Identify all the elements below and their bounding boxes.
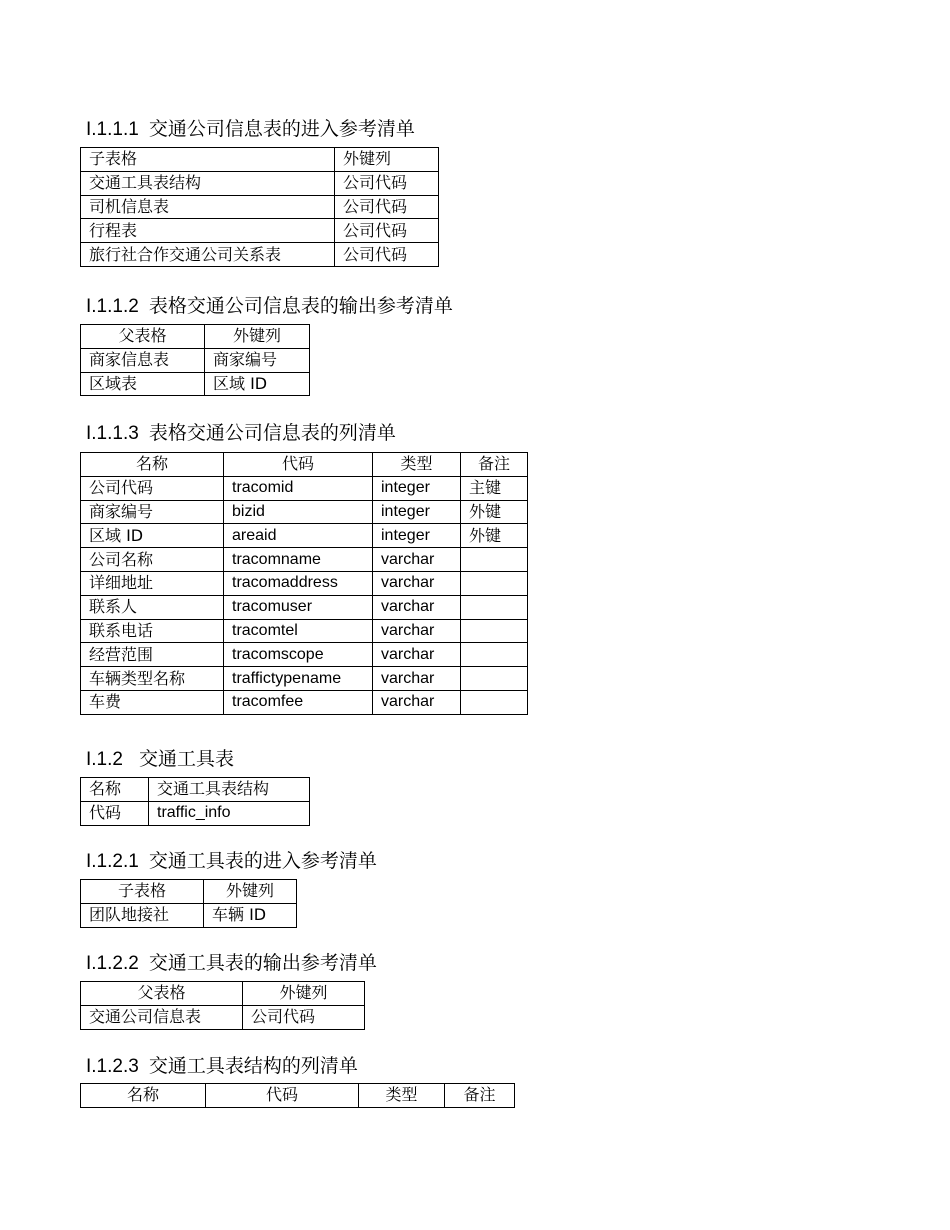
table-header-cell: 外键列	[243, 982, 365, 1006]
table-cell: tracomscope	[224, 643, 373, 667]
heading-text: 表格交通公司信息表的输出参考清单	[148, 295, 453, 317]
table-cell	[461, 595, 528, 619]
heading-text: 交通工具表结构的列清单	[148, 1055, 358, 1077]
table-row	[81, 571, 528, 595]
table-cell: tracomuser	[224, 595, 373, 619]
section-heading	[86, 117, 415, 142]
heading-number: I.1.2.3	[86, 1056, 139, 1077]
table-row	[81, 219, 439, 243]
table-cell: 团队地接社	[81, 903, 204, 927]
table-cell: 联系人	[81, 595, 224, 619]
table-cell: areaid	[224, 524, 373, 548]
table-cell: varchar	[373, 643, 461, 667]
table-row	[81, 595, 528, 619]
table-cell: varchar	[373, 595, 461, 619]
table-cell: 车辆类型名称	[81, 667, 224, 691]
table-cell: tracomid	[224, 476, 373, 500]
table-cell: 交通工具表结构	[81, 171, 335, 195]
table-cell: 公司代码	[81, 476, 224, 500]
section-heading	[86, 294, 453, 319]
table-header-row	[81, 1084, 515, 1108]
table-header-cell: 父表格	[81, 325, 205, 349]
table-row	[81, 548, 528, 572]
table-cell: 经营范围	[81, 643, 224, 667]
heading-text: 交通公司信息表的进入参考清单	[148, 118, 415, 140]
table-cell: 司机信息表	[81, 195, 335, 219]
table-cell	[461, 667, 528, 691]
table-cell: 外键	[461, 524, 528, 548]
child-reference-table	[80, 147, 439, 267]
parent-reference-table	[80, 324, 310, 396]
section-heading	[86, 747, 234, 772]
table-cell: 区域 ID	[205, 372, 310, 396]
table-cell: 区域 ID	[81, 524, 224, 548]
table-header-cell: 外键列	[205, 325, 310, 349]
heading-number: I.1.2	[86, 749, 123, 770]
section-heading	[86, 951, 377, 976]
table-cell	[461, 690, 528, 714]
table-header-cell: 子表格	[81, 880, 204, 904]
table-cell	[461, 548, 528, 572]
table-cell: varchar	[373, 619, 461, 643]
table-header-cell: 父表格	[81, 982, 243, 1006]
table-cell: 行程表	[81, 219, 335, 243]
table-cell: 代码	[81, 801, 149, 825]
column-list-table	[80, 1083, 515, 1108]
table-cell: 区域表	[81, 372, 205, 396]
table-cell: 交通工具表结构	[149, 778, 310, 802]
section-heading	[86, 1054, 358, 1079]
heading-number: I.1.2.1	[86, 851, 139, 872]
table-cell: integer	[373, 476, 461, 500]
table-header-cell: 类型	[373, 453, 461, 477]
table-cell: 公司代码	[335, 219, 439, 243]
table-row	[81, 524, 528, 548]
table-row	[81, 801, 310, 825]
table-cell	[461, 643, 528, 667]
table-cell: varchar	[373, 571, 461, 595]
table-header-cell: 备注	[445, 1084, 515, 1108]
table-row	[81, 778, 310, 802]
heading-number: I.1.1.3	[86, 423, 139, 444]
table-row	[81, 372, 310, 396]
table-header-row	[81, 982, 365, 1006]
table-cell: 公司名称	[81, 548, 224, 572]
table-header-row	[81, 325, 310, 349]
table-cell: 联系电话	[81, 619, 224, 643]
table-cell: traffictypename	[224, 667, 373, 691]
table-cell: tracomaddress	[224, 571, 373, 595]
heading-text: 交通工具表的输出参考清单	[148, 952, 377, 974]
column-list-table	[80, 452, 528, 715]
table-cell: 公司代码	[243, 1005, 365, 1029]
table-header-cell: 代码	[224, 453, 373, 477]
table-info-table	[80, 777, 310, 826]
table-cell: 车费	[81, 690, 224, 714]
child-reference-table	[80, 879, 297, 928]
table-cell: 外键	[461, 500, 528, 524]
table-row	[81, 348, 310, 372]
heading-number: I.1.2.2	[86, 953, 139, 974]
table-header-cell: 名称	[81, 453, 224, 477]
table-row	[81, 667, 528, 691]
table-cell: traffic_info	[149, 801, 310, 825]
table-header-row	[81, 880, 297, 904]
heading-number: I.1.1.2	[86, 296, 139, 317]
table-cell: varchar	[373, 548, 461, 572]
table-cell: varchar	[373, 667, 461, 691]
table-row	[81, 171, 439, 195]
table-row	[81, 903, 297, 927]
table-row	[81, 500, 528, 524]
table-cell: integer	[373, 500, 461, 524]
table-cell: 商家编号	[205, 348, 310, 372]
table-row	[81, 643, 528, 667]
table-header-cell: 外键列	[204, 880, 297, 904]
table-cell: 旅行社合作交通公司关系表	[81, 243, 335, 267]
table-row	[81, 619, 528, 643]
table-cell	[461, 619, 528, 643]
table-header-cell: 类型	[359, 1084, 445, 1108]
heading-text: 交通工具表的进入参考清单	[148, 850, 377, 872]
table-cell: integer	[373, 524, 461, 548]
table-header-cell: 名称	[81, 1084, 206, 1108]
table-cell: varchar	[373, 690, 461, 714]
table-row	[81, 476, 528, 500]
table-cell: 名称	[81, 778, 149, 802]
table-cell: tracomname	[224, 548, 373, 572]
table-header-row	[81, 453, 528, 477]
table-cell: 商家编号	[81, 500, 224, 524]
section-heading	[86, 421, 396, 446]
heading-number: I.1.1.1	[86, 119, 139, 140]
table-row	[81, 243, 439, 267]
parent-reference-table	[80, 981, 365, 1030]
table-header-cell: 子表格	[81, 148, 335, 172]
table-cell: 商家信息表	[81, 348, 205, 372]
table-cell: bizid	[224, 500, 373, 524]
table-cell: tracomtel	[224, 619, 373, 643]
table-cell: 详细地址	[81, 571, 224, 595]
table-cell: 公司代码	[335, 171, 439, 195]
table-cell: 交通公司信息表	[81, 1005, 243, 1029]
table-header-cell: 代码	[206, 1084, 359, 1108]
table-cell: 主键	[461, 476, 528, 500]
table-cell: tracomfee	[224, 690, 373, 714]
table-row	[81, 1005, 365, 1029]
table-cell: 公司代码	[335, 243, 439, 267]
table-header-row	[81, 148, 439, 172]
table-cell: 公司代码	[335, 195, 439, 219]
heading-text: 表格交通公司信息表的列清单	[148, 422, 396, 444]
table-cell	[461, 571, 528, 595]
table-cell: 车辆 ID	[204, 903, 297, 927]
table-header-cell: 外键列	[335, 148, 439, 172]
table-header-cell: 备注	[461, 453, 528, 477]
heading-text: 交通工具表	[138, 748, 234, 770]
section-heading	[86, 849, 377, 874]
table-row	[81, 195, 439, 219]
table-row	[81, 690, 528, 714]
